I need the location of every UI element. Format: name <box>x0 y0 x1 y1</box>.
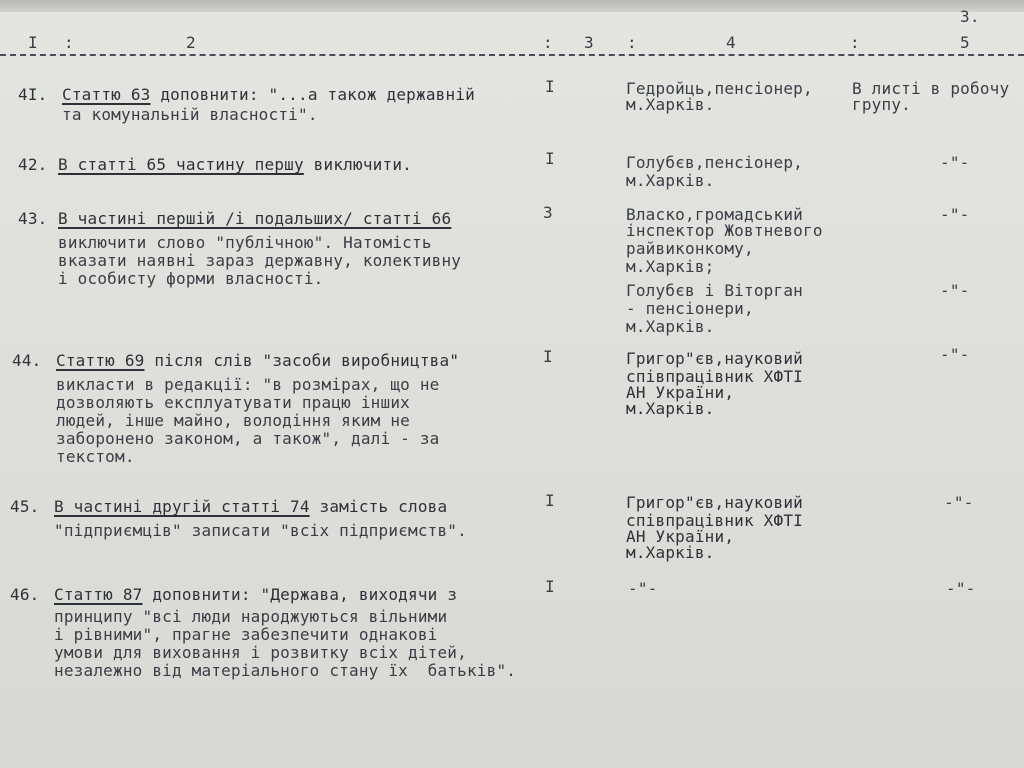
row-text-line: та комунальній власності". <box>62 105 318 124</box>
row-author: АН України, <box>626 527 735 546</box>
row-author: -"- <box>628 579 658 598</box>
row-decision: групу. <box>852 95 911 114</box>
row-text-line1: Статтю 69 після слів "засоби виробництва" <box>56 351 460 370</box>
row-text-line1: Статтю 63 доповнити: "...а також державній <box>62 85 475 104</box>
row-author: м.Харків; <box>626 257 715 276</box>
row-text-line: "підприємців" записати "всіх підприємств". <box>54 521 467 540</box>
header-col4: 4 <box>726 33 736 52</box>
article-reference: В частині другій статті 74 <box>54 497 310 516</box>
row-number: 44. <box>12 351 42 370</box>
row-decision: -"- <box>946 579 976 598</box>
header-col3: 3 <box>584 33 594 52</box>
row-author: райвиконкому, <box>626 239 754 258</box>
row-author: м.Харків. <box>626 95 715 114</box>
row-col3: I <box>545 149 555 168</box>
row-text-line: дозволяють експлуатувати працю інших <box>56 393 410 412</box>
row-text-line: умови для виховання і розвитку всіх дітей, <box>54 643 467 662</box>
row-decision: -"- <box>944 493 974 512</box>
row-decision: -"- <box>940 345 970 364</box>
article-reference: В статті 65 частину першу <box>58 155 304 174</box>
row-col3: I <box>545 491 555 510</box>
row-text-line: викласти в редакції: "в розмірах, що не <box>56 375 440 394</box>
row-col3: I <box>543 347 553 366</box>
header-col1: I <box>28 33 38 52</box>
row-text-line: виключити слово "публічною". Натомість <box>58 233 432 252</box>
row-author: співпрацівник ХФТІ <box>626 367 803 386</box>
header-col5-top: 3. <box>960 7 980 26</box>
article-reference: Статтю 87 <box>54 585 143 604</box>
row-author: співпрацівник ХФТІ <box>626 511 803 530</box>
header-col5: 5 <box>960 33 970 52</box>
row-number: 43. <box>18 209 48 228</box>
row-author: Григор"єв,науковий <box>626 493 803 512</box>
row-col3: I <box>545 577 555 596</box>
row-text-line1 <box>58 210 451 228</box>
header-divider <box>0 54 1024 56</box>
row-text-line: людей, інше майно, володіння яким не <box>56 411 410 430</box>
header-sep: : <box>543 33 553 52</box>
header-sep: : <box>64 33 74 52</box>
row-number: 46. <box>10 585 40 604</box>
row-decision: -"- <box>940 153 970 172</box>
row-text-line: заборонено законом, а також", далі - за <box>56 429 440 448</box>
article-reference: Статтю 69 <box>56 351 145 370</box>
row-decision: -"- <box>940 205 970 224</box>
row-author: м.Харків. <box>626 399 715 418</box>
row-number: 4I. <box>18 85 48 104</box>
row-author: - пенсіонери, <box>626 299 754 318</box>
row-number: 45. <box>10 497 40 516</box>
row-author: інспектор Жовтневого <box>626 221 823 240</box>
row-author: Власко,громадський <box>626 205 803 224</box>
row-author: Голубєв,пенсіонер, <box>626 153 803 172</box>
header-sep: : <box>850 33 860 52</box>
article-reference: В частині першій /і подальших/ статті 66 <box>58 209 452 228</box>
header-sep: : <box>627 33 637 52</box>
row-author: м.Харків. <box>626 317 715 336</box>
row-author: Гедройць,пенсіонер, <box>626 79 813 98</box>
row-text-line: текстом. <box>56 447 135 466</box>
row-text-line: і рівними", прагне забезпечити однакові <box>54 625 438 644</box>
row-text-line: і особисту форми власності. <box>58 269 324 288</box>
row-author: Григор"єв,науковий <box>626 349 803 368</box>
row-text-line: вказати наявні зараз державну, колективну <box>58 251 462 270</box>
row-decision: В листі в робочу <box>852 79 1010 98</box>
row-author: м.Харків. <box>626 171 715 190</box>
row-col3: I <box>545 77 555 96</box>
row-decision: -"- <box>940 281 970 300</box>
row-text-line1: В статті 65 частину першу виключити. <box>58 155 412 174</box>
row-text-line: принципу "всі люди народжуються вільними <box>54 607 448 626</box>
row-col3: 3 <box>543 203 553 222</box>
article-reference: Статтю 63 <box>62 85 151 104</box>
row-author: Голубєв і Віторган <box>626 281 803 300</box>
row-author: м.Харків. <box>626 543 715 562</box>
row-text-line1: Статтю 87 доповнити: "Держава, виходячи з <box>54 585 458 604</box>
header-col2: 2 <box>186 33 196 52</box>
row-text-line: незалежно від матеріального стану їх батьків". <box>54 661 517 680</box>
row-text-line1: В частині другій статті 74 замість слова <box>54 497 448 516</box>
row-number: 42. <box>18 155 48 174</box>
page-top-edge <box>0 0 1024 12</box>
row-author: АН України, <box>626 383 735 402</box>
